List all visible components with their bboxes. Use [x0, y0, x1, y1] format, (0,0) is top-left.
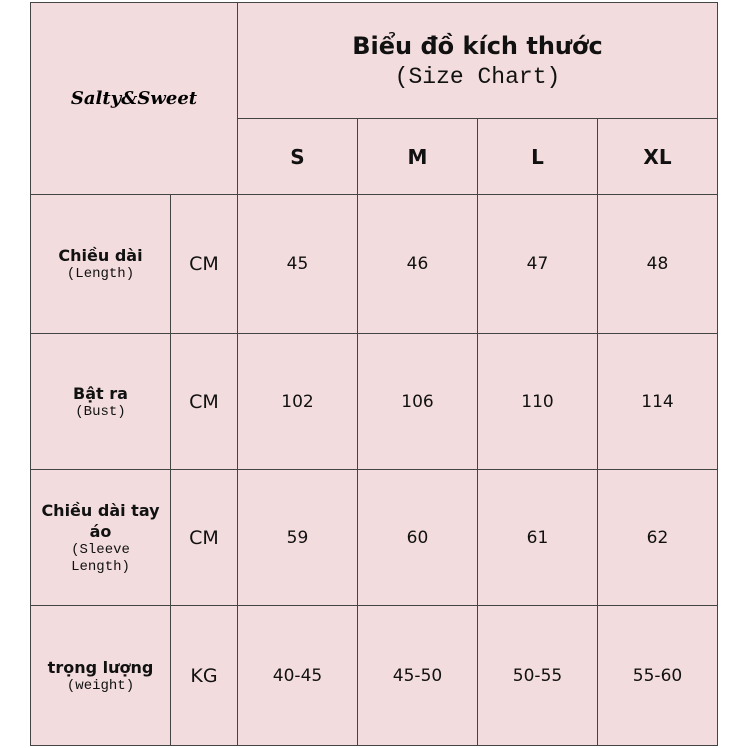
cell-value: 46 [406, 254, 429, 274]
unit-label: CM [189, 253, 219, 275]
cell-value: 45-50 [392, 665, 443, 686]
chart-title: Biểu đồ kích thước [352, 31, 603, 60]
size-label: S [290, 144, 305, 169]
table-cell [598, 606, 718, 746]
cell-value: 40-45 [272, 665, 323, 686]
table-cell [358, 195, 478, 334]
size-header-m [358, 119, 478, 195]
row-sublabel: (weight) [66, 677, 135, 694]
size-label: XL [643, 144, 672, 169]
size-chart-table [30, 2, 718, 746]
table-cell [238, 334, 358, 470]
row-label-bust [31, 334, 171, 470]
row-unit [171, 195, 238, 334]
row-label: trọng lượng [47, 657, 154, 677]
chart-subtitle: (Size Chart) [394, 63, 561, 90]
size-header-l [478, 119, 598, 195]
cell-value: 48 [646, 254, 669, 274]
size-header-xl [598, 119, 718, 195]
cell-value: 60 [406, 527, 429, 548]
row-sublabel: (Length) [66, 266, 135, 282]
row-label-weight [31, 606, 171, 746]
cell-value: 106 [401, 391, 434, 412]
table-cell [358, 334, 478, 470]
cell-value: 59 [286, 527, 309, 548]
row-sublabel: (Bust) [75, 403, 126, 420]
row-sublabel: (Sleeve Length) [71, 541, 130, 575]
row-label: Chiều dài [58, 246, 143, 265]
unit-label: KG [190, 664, 218, 687]
brand-logo [31, 3, 238, 195]
table-cell [478, 606, 598, 746]
unit-label: CM [189, 526, 219, 549]
cell-value: 50-55 [512, 665, 563, 686]
cell-value: 55-60 [632, 665, 683, 686]
table-cell [238, 195, 358, 334]
cell-value: 62 [646, 527, 669, 548]
row-label: Chiều dài tay áo [41, 500, 160, 541]
table-cell [478, 195, 598, 334]
cell-value: 45 [286, 254, 309, 274]
row-label-length [31, 195, 171, 334]
table-cell [598, 470, 718, 606]
table-cell [598, 195, 718, 334]
row-unit [171, 334, 238, 470]
table-cell [478, 334, 598, 470]
size-label: L [531, 144, 544, 169]
table-cell [478, 470, 598, 606]
cell-value: 61 [526, 527, 549, 548]
unit-label: CM [189, 390, 219, 413]
brand-name: Salty&Sweet [70, 88, 198, 109]
table-cell [598, 334, 718, 470]
size-header-s [238, 119, 358, 195]
cell-value: 114 [641, 391, 674, 412]
size-label: M [407, 144, 428, 169]
table-cell [358, 470, 478, 606]
cell-value: 47 [526, 254, 549, 274]
row-label: Bật ra [73, 383, 128, 403]
row-unit [171, 606, 238, 746]
chart-title-cell [238, 3, 718, 119]
row-label-sleeve-length [31, 470, 171, 606]
table-cell [238, 606, 358, 746]
cell-value: 102 [281, 391, 314, 412]
row-unit [171, 470, 238, 606]
cell-value: 110 [521, 391, 554, 412]
table-cell [238, 470, 358, 606]
table-cell [358, 606, 478, 746]
